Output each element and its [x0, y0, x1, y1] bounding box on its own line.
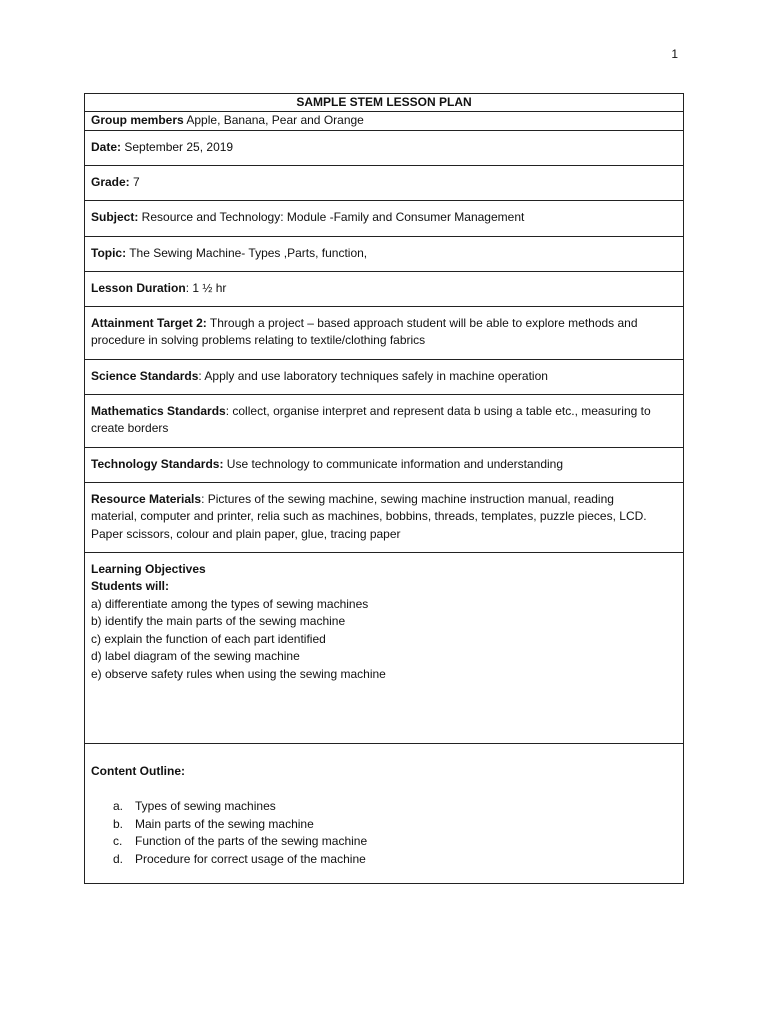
- date-label: Date:: [91, 139, 122, 154]
- learning-objectives-heading: Learning Objectives: [91, 561, 206, 576]
- content-outline-item: [91, 798, 677, 816]
- learning-objective-item: d) label diagram of the sewing machine: [91, 649, 300, 663]
- list-marker: a.: [113, 799, 124, 813]
- learning-objective-item: a) differentiate among the types of sewing machines: [91, 596, 369, 611]
- grade-label: Grade:: [91, 174, 130, 189]
- resource-materials-text-line3: Paper scissors, colour and plain paper, glue, tracing paper: [91, 526, 401, 541]
- topic-label: Topic:: [91, 245, 127, 260]
- page-number: 1: [671, 47, 678, 61]
- list-marker: b.: [113, 816, 124, 831]
- resource-materials-label: Resource Materials: [91, 491, 202, 506]
- topic-row: [85, 236, 684, 271]
- list-marker: d.: [113, 851, 124, 866]
- resource-materials-text-line2: material, computer and printer, relia such as machines, bobbins, threads, templates, puzzle pieces, LCD.: [91, 509, 647, 523]
- group-members-value: Apple, Banana, Pear and Orange: [183, 113, 364, 127]
- subject-value: Resource and Technology: Module -Family and Consumer Management: [138, 209, 525, 224]
- date-value: September 25, 2019: [121, 139, 234, 154]
- group-members-row: [85, 112, 684, 131]
- attainment-target-text-line2: procedure in solving problems relating to textile/clothing fabrics: [91, 333, 426, 347]
- technology-standards-value: Use technology to communicate information and understanding: [223, 456, 564, 471]
- learning-objective-item: b) identify the main parts of the sewing machine: [91, 614, 346, 628]
- attainment-target-row: [85, 306, 684, 359]
- content-outline-item: [91, 851, 677, 869]
- lesson-duration-row: [85, 271, 684, 306]
- attainment-target-label: Attainment Target 2:: [91, 315, 207, 330]
- attainment-target-text-line1: Through a project – based approach student will be able to explore methods and: [206, 315, 638, 330]
- learning-objective-item: e) observe safety rules when using the sewing machine: [91, 666, 386, 681]
- lesson-duration-value: : 1 ½ hr: [185, 280, 227, 295]
- learning-objectives-row: [85, 552, 684, 743]
- subject-row: [85, 200, 684, 236]
- learning-objectives-subheading: Students will:: [91, 579, 169, 593]
- content-outline-item: [91, 816, 677, 834]
- technology-standards-label: Technology Standards:: [91, 456, 224, 471]
- resource-materials-text-line1: : Pictures of the sewing machine, sewing machine instruction manual, reading: [201, 491, 614, 506]
- lesson-plan-title: SAMPLE STEM LESSON PLAN: [85, 94, 684, 112]
- science-standards-value: : Apply and use laboratory techniques safely in machine operation: [198, 368, 548, 383]
- group-members-label: Group members: [91, 113, 184, 127]
- grade-value: 7: [129, 174, 140, 189]
- list-item-text: Types of sewing machines: [135, 799, 276, 813]
- science-standards-row: [85, 359, 684, 394]
- mathematics-standards-label: Mathematics Standards: [91, 403, 226, 418]
- topic-value: The Sewing Machine- Types ,Parts, function,: [126, 245, 368, 260]
- content-outline-list: [91, 798, 677, 868]
- content-outline-item: [91, 833, 677, 851]
- mathematics-standards-text-line1: : collect, organise interpret and represent data b using a table etc., measuring to: [225, 403, 651, 418]
- grade-row: [85, 165, 684, 200]
- content-outline-row: [85, 743, 684, 883]
- title-row: [85, 94, 684, 112]
- subject-label: Subject:: [91, 209, 139, 224]
- technology-standards-row: [85, 447, 684, 482]
- list-item-text: Procedure for correct usage of the machine: [135, 851, 366, 866]
- list-item-text: Function of the parts of the sewing machine: [135, 834, 368, 848]
- learning-objective-item: c) explain the function of each part identified: [91, 631, 326, 646]
- lesson-plan-table: [84, 93, 684, 884]
- mathematics-standards-row: [85, 394, 684, 447]
- date-row: [85, 130, 684, 165]
- science-standards-label: Science Standards: [91, 368, 199, 383]
- mathematics-standards-text-line2: create borders: [91, 421, 169, 435]
- list-marker: c.: [113, 834, 123, 848]
- lesson-duration-label: Lesson Duration: [91, 280, 186, 295]
- list-item-text: Main parts of the sewing machine: [135, 816, 314, 831]
- content-outline-heading: Content Outline:: [91, 763, 185, 778]
- resource-materials-row: [85, 482, 684, 552]
